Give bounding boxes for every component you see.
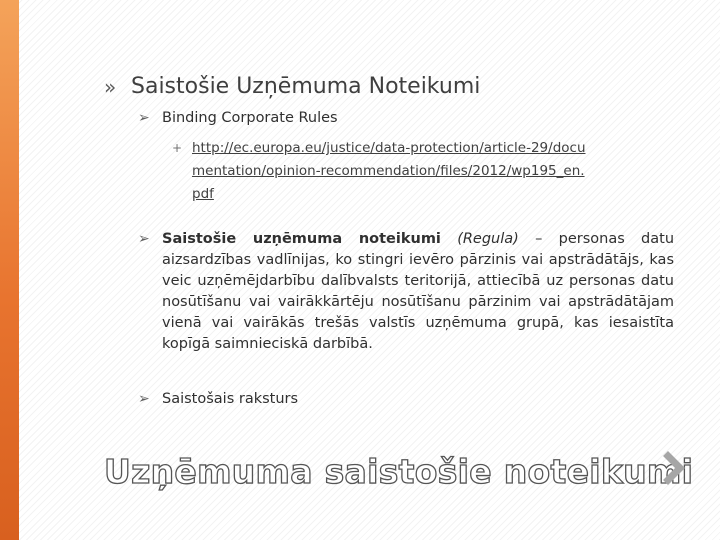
heading-bullet-marker: » [104, 75, 117, 99]
chevron-right-icon[interactable] [660, 448, 690, 488]
wp195-document-link[interactable]: http://ec.europa.eu/justice/data-protection/article-29/documentation/opinion-recommendation/files/2012/wp195_en.pdf [192, 140, 586, 202]
bullet-marker: ➢ [138, 391, 150, 407]
definition-paragraph [162, 229, 674, 355]
definition-term: Saistošie uzņēmuma noteikumi [162, 231, 441, 247]
definition-term-note: (Regula) [457, 231, 519, 247]
heading-text: Saistošie Uzņēmuma Noteikumi [131, 74, 481, 99]
bullet-marker: ➢ [138, 231, 150, 247]
bullet-text: Binding Corporate Rules [162, 110, 338, 126]
slide-title: Uzņēmuma saistošie noteikumi [104, 452, 694, 491]
bullet-marker: ➢ [138, 110, 150, 126]
bullet-text: Saistošais raksturs [162, 391, 299, 407]
sub-bullet-marker: + [172, 141, 183, 155]
definition-text: – personas datu aizsardzības vadlīnijas, ko stingri ievēro pārzinis vai apstrādātājs, kas veic uzņēmējdarbību dalībvalsts teritorijā, attiecībā uz personas datu nosūtīšanu vai vairākkārtēju nosūtīšanu pārzinim vai apstrādātājam vienā vai vairākās trešās valstīs uzņēmuma grupā, kas iesaistīta kopīgā saimnieciskā darbībā. [162, 231, 675, 352]
